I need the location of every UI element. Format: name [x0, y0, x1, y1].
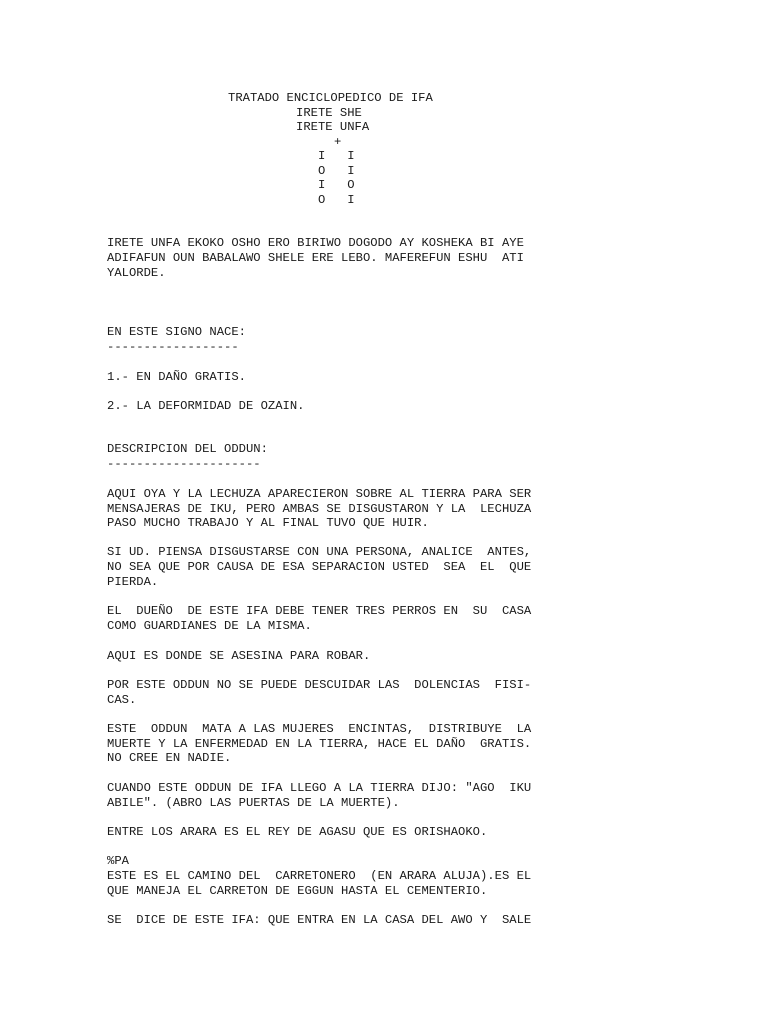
- paragraph-line: CAS.: [107, 693, 137, 707]
- paragraph-line: SE DICE DE ESTE IFA: QUE ENTRA EN LA CASA DEL AWO Y SALE: [107, 913, 532, 927]
- sign-plus: +: [334, 135, 342, 149]
- paragraph-line: ESTE ODDUN MATA A LAS MUJERES ENCINTAS, DISTRIBUYE LA: [107, 722, 532, 736]
- paragraph-line: %PA: [107, 854, 129, 868]
- paragraph-line: MENSAJERAS DE IKU, PERO AMBAS SE DISGUSTARON Y LA LECHUZA: [107, 502, 532, 516]
- paragraph-line: EL DUEÑO DE ESTE IFA DEBE TENER TRES PERROS EN SU CASA: [107, 604, 532, 618]
- description-rule: ---------------------: [107, 457, 261, 471]
- paragraph-line: MUERTE Y LA ENFERMEDAD EN LA TIERRA, HACE EL DAÑO GRATIS.: [107, 737, 532, 751]
- figure-row: I O: [318, 178, 355, 192]
- nace-rule: ------------------: [107, 340, 239, 354]
- paragraph-line: POR ESTE ODDUN NO SE PUEDE DESCUIDAR LAS DOLENCIAS FISI-: [107, 678, 532, 692]
- nace-item: 1.- EN DAÑO GRATIS.: [107, 370, 246, 384]
- paragraph-line: AQUI OYA Y LA LECHUZA APARECIERON SOBRE AL TIERRA PARA SER: [107, 487, 532, 501]
- document-title: TRATADO ENCICLOPEDICO DE IFA: [228, 91, 433, 105]
- intro-line: IRETE UNFA EKOKO OSHO ERO BIRIWO DOGODO AY KOSHEKA BI AYE: [107, 236, 524, 250]
- paragraph-line: SI UD. PIENSA DISGUSTARSE CON UNA PERSONA, ANALICE ANTES,: [107, 545, 532, 559]
- paragraph-line: NO SEA QUE POR CAUSA DE ESA SEPARACION USTED SEA EL QUE: [107, 560, 532, 574]
- paragraph-line: PASO MUCHO TRABAJO Y AL FINAL TUVO QUE HUIR.: [107, 516, 429, 530]
- paragraph-line: AQUI ES DONDE SE ASESINA PARA ROBAR.: [107, 649, 371, 663]
- paragraph-line: CUANDO ESTE ODDUN DE IFA LLEGO A LA TIERRA DIJO: "AGO IKU: [107, 781, 532, 795]
- sign-name-primary: IRETE SHE: [296, 106, 362, 120]
- nace-heading: EN ESTE SIGNO NACE:: [107, 325, 246, 339]
- paragraph-line: NO CREE EN NADIE.: [107, 751, 232, 765]
- paragraph-line: ESTE ES EL CAMINO DEL CARRETONERO (EN ARARA ALUJA).ES EL: [107, 869, 532, 883]
- figure-row: O I: [318, 193, 355, 207]
- paragraph-line: PIERDA.: [107, 575, 159, 589]
- sign-name-secondary: IRETE UNFA: [296, 120, 370, 134]
- description-heading: DESCRIPCION DEL ODDUN:: [107, 442, 268, 456]
- nace-item: 2.- LA DEFORMIDAD DE OZAIN.: [107, 399, 305, 413]
- paragraph-line: QUE MANEJA EL CARRETON DE EGGUN HASTA EL CEMENTERIO.: [107, 884, 488, 898]
- figure-row: O I: [318, 164, 355, 178]
- figure-row: I I: [318, 149, 355, 163]
- intro-line: YALORDE.: [107, 266, 166, 280]
- intro-line: ADIFAFUN OUN BABALAWO SHELE ERE LEBO. MAFEREFUN ESHU ATI: [107, 251, 524, 265]
- paragraph-line: COMO GUARDIANES DE LA MISMA.: [107, 619, 312, 633]
- paragraph-line: ABILE". (ABRO LAS PUERTAS DE LA MUERTE).: [107, 796, 400, 810]
- paragraph-line: ENTRE LOS ARARA ES EL REY DE AGASU QUE ES ORISHAOKO.: [107, 825, 488, 839]
